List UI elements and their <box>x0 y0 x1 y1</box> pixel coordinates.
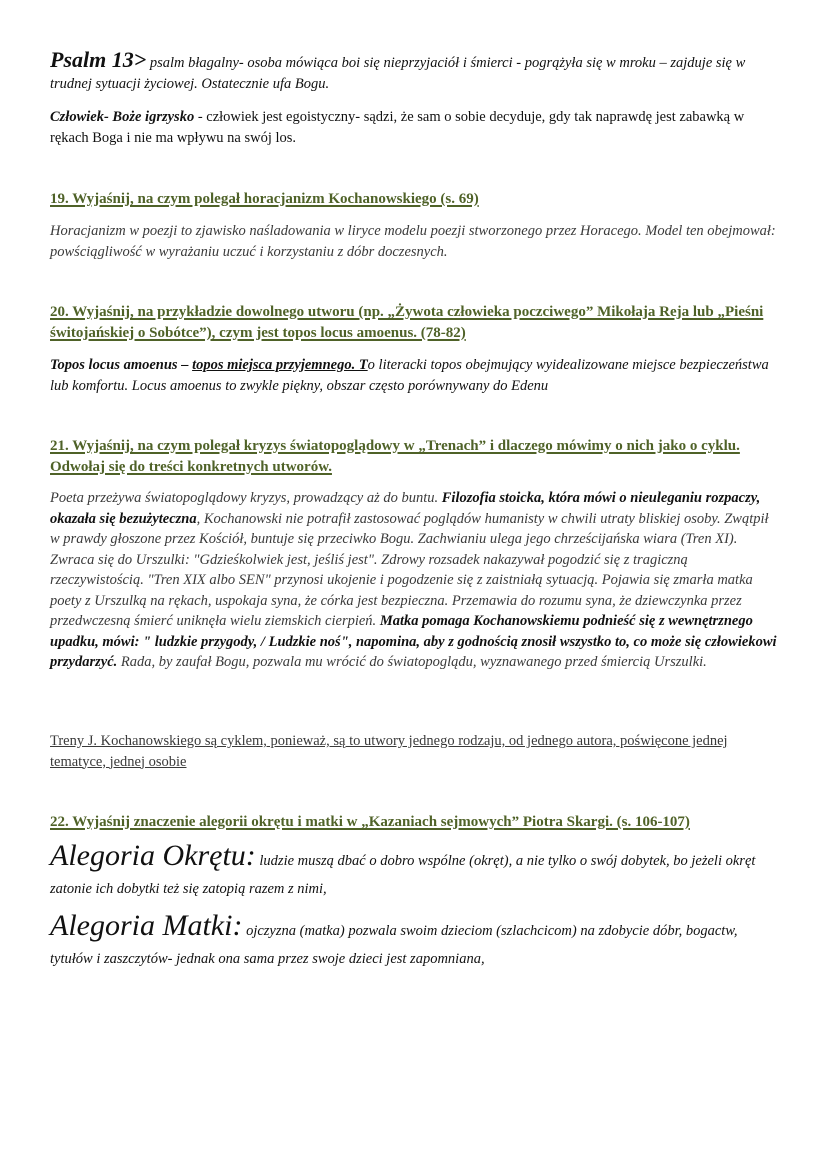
question-22-heading: 22. Wyjaśnij znaczenie alegorii okrętu i matki w „Kazaniach sejmowych” Piotra Skargi. (s. 106-107) <box>50 814 690 830</box>
alegoria-okretu-text: ludzie muszą dbać o dobro wspólne (okręt), a nie tylko o swój dobytek, bo jeżeli okręt zatonie ich dobytki też się zatopią razem z nimi, <box>50 853 756 897</box>
question-19-heading: 19. Wyjaśnij, na czym polegał horacjanizm Kochanowskiego (s. 69) <box>50 191 479 207</box>
topos-term-underlined: topos miejsca przyjemnego. T <box>192 357 368 373</box>
question-21-answer <box>50 488 778 673</box>
alegoria-matki-paragraph <box>50 909 778 973</box>
czlowiek-paragraph <box>50 107 778 148</box>
answer-segment: Poeta przeżywa światopoglądowy kryzys, prowadzący aż do buntu. <box>50 490 442 506</box>
psalm-paragraph <box>50 47 778 94</box>
psalm-title: Psalm 13> <box>50 47 147 72</box>
alegoria-matki-label: Alegoria Matki: <box>50 909 243 942</box>
question-20-answer <box>50 355 778 396</box>
answer-segment: Rada, by zaufał Bogu, pozwala mu wrócić do światopoglądu, wyznawanego przed śmiercią Urszulki. <box>117 654 707 670</box>
question-21-heading: 21. Wyjaśnij, na czym polegał kryzys światopoglądowy w „Trenach” i dlaczego mówimy o nich jako o cyklu. Odwołaj się do treści konkretnych utworów. <box>50 438 740 475</box>
answer-bold-segment: Filozofia stoicka, która mówi o nieuleganiu rozpaczy, okazała się bezużyteczna <box>50 490 761 527</box>
question-19-answer: Horacjanizm w poezji to zjawisko naśladowania w liryce modelu poezji stworzonego przez Horacego. Model ten obejmował: powściągliwość w wyrażaniu uczuć i korzystaniu z dóbr doczesnych. <box>50 223 776 260</box>
alegoria-matki-text: ojczyzna (matka) pozwala swoim dzieciom (szlachcicom) na zdobycie dóbr, bogactw, tytułów i zaszczytów- jednak ona sama przez swoje dzieci jest zapomniana, <box>50 923 738 967</box>
psalm-text: psalm błagalny- osoba mówiąca boi się nieprzyjaciół i śmierci - pogrążyła się w mroku – zajduje się w trudnej sytuacji życiowej. Ostatecznie ufa Bogu. <box>50 55 746 92</box>
czlowiek-term: Człowiek- Boże igrzysko <box>50 109 195 125</box>
question-20-heading: 20. Wyjaśnij, na przykładzie dowolnego utworu (np. „Żywota człowieka poczciwego” Mikołaja Reja lub „Pieśni świtojańskiej o Sobótce”), czym jest topos locus amoenus. (78-82) <box>50 304 764 341</box>
cycle-explanation: Treny J. Kochanowskiego są cyklem, ponieważ, są to utwory jednego rodzaju, od jednego autora, poświęcone jednej tematyce, jednej osobie <box>50 733 728 770</box>
answer-bold-segment: Matka pomaga Kochanowskiemu podnieść się z wewnętrznego upadku, mówi: " ludzkie przygody, / Ludzkie noś", napomina, aby z godnością znosił wszystko to, co może się człowiekowi przydarzyć. <box>50 613 777 670</box>
topos-term: Topos locus amoenus – <box>50 357 193 373</box>
topos-text: o literacki topos obejmujący wyidealizowane miejsce bezpieczeństwa lub komfortu. Locus amoenus to zwykle piękny, obszar często porównywany do Edenu <box>50 357 769 394</box>
alegoria-okretu-paragraph <box>50 839 778 903</box>
alegoria-okretu-label: Alegoria Okrętu: <box>50 839 256 872</box>
answer-segment: , Kochanowski nie potrafił zastosować poglądów humanisty w chwili utraty bliskiej osoby. Zwątpił w prawdy głoszone przez Kościół, buntuje się przeciwko Bogu. Zachwianiu ulega jego chrześcijańska wiara (Tren XI). Zwraca się do Urszulki: "Gdzieśkolwiek jest, jeśliś jest". Zdrowy rozsadek nakazywał pogodzić się z tragiczną rzeczywistością. "Tren XIX albo SEN" przynosi ukojenie i pogodzenie się z zaistniałą sytuacją. Pojawia się zmarła matka poety z Urszulką na rękach, uspokaja syna, że córka jest bezpieczna. Przemawia do rozumu syna, że dziewczynka przez przedwczesną śmierć uniknęła wielu ziemskich cierpień. <box>50 510 769 629</box>
czlowiek-text: - człowiek jest egoistyczny- sądzi, że sam o sobie decyduje, gdy tak naprawdę jest zabawką w rękach Boga i nie ma wpływu na swój los. <box>50 109 745 146</box>
